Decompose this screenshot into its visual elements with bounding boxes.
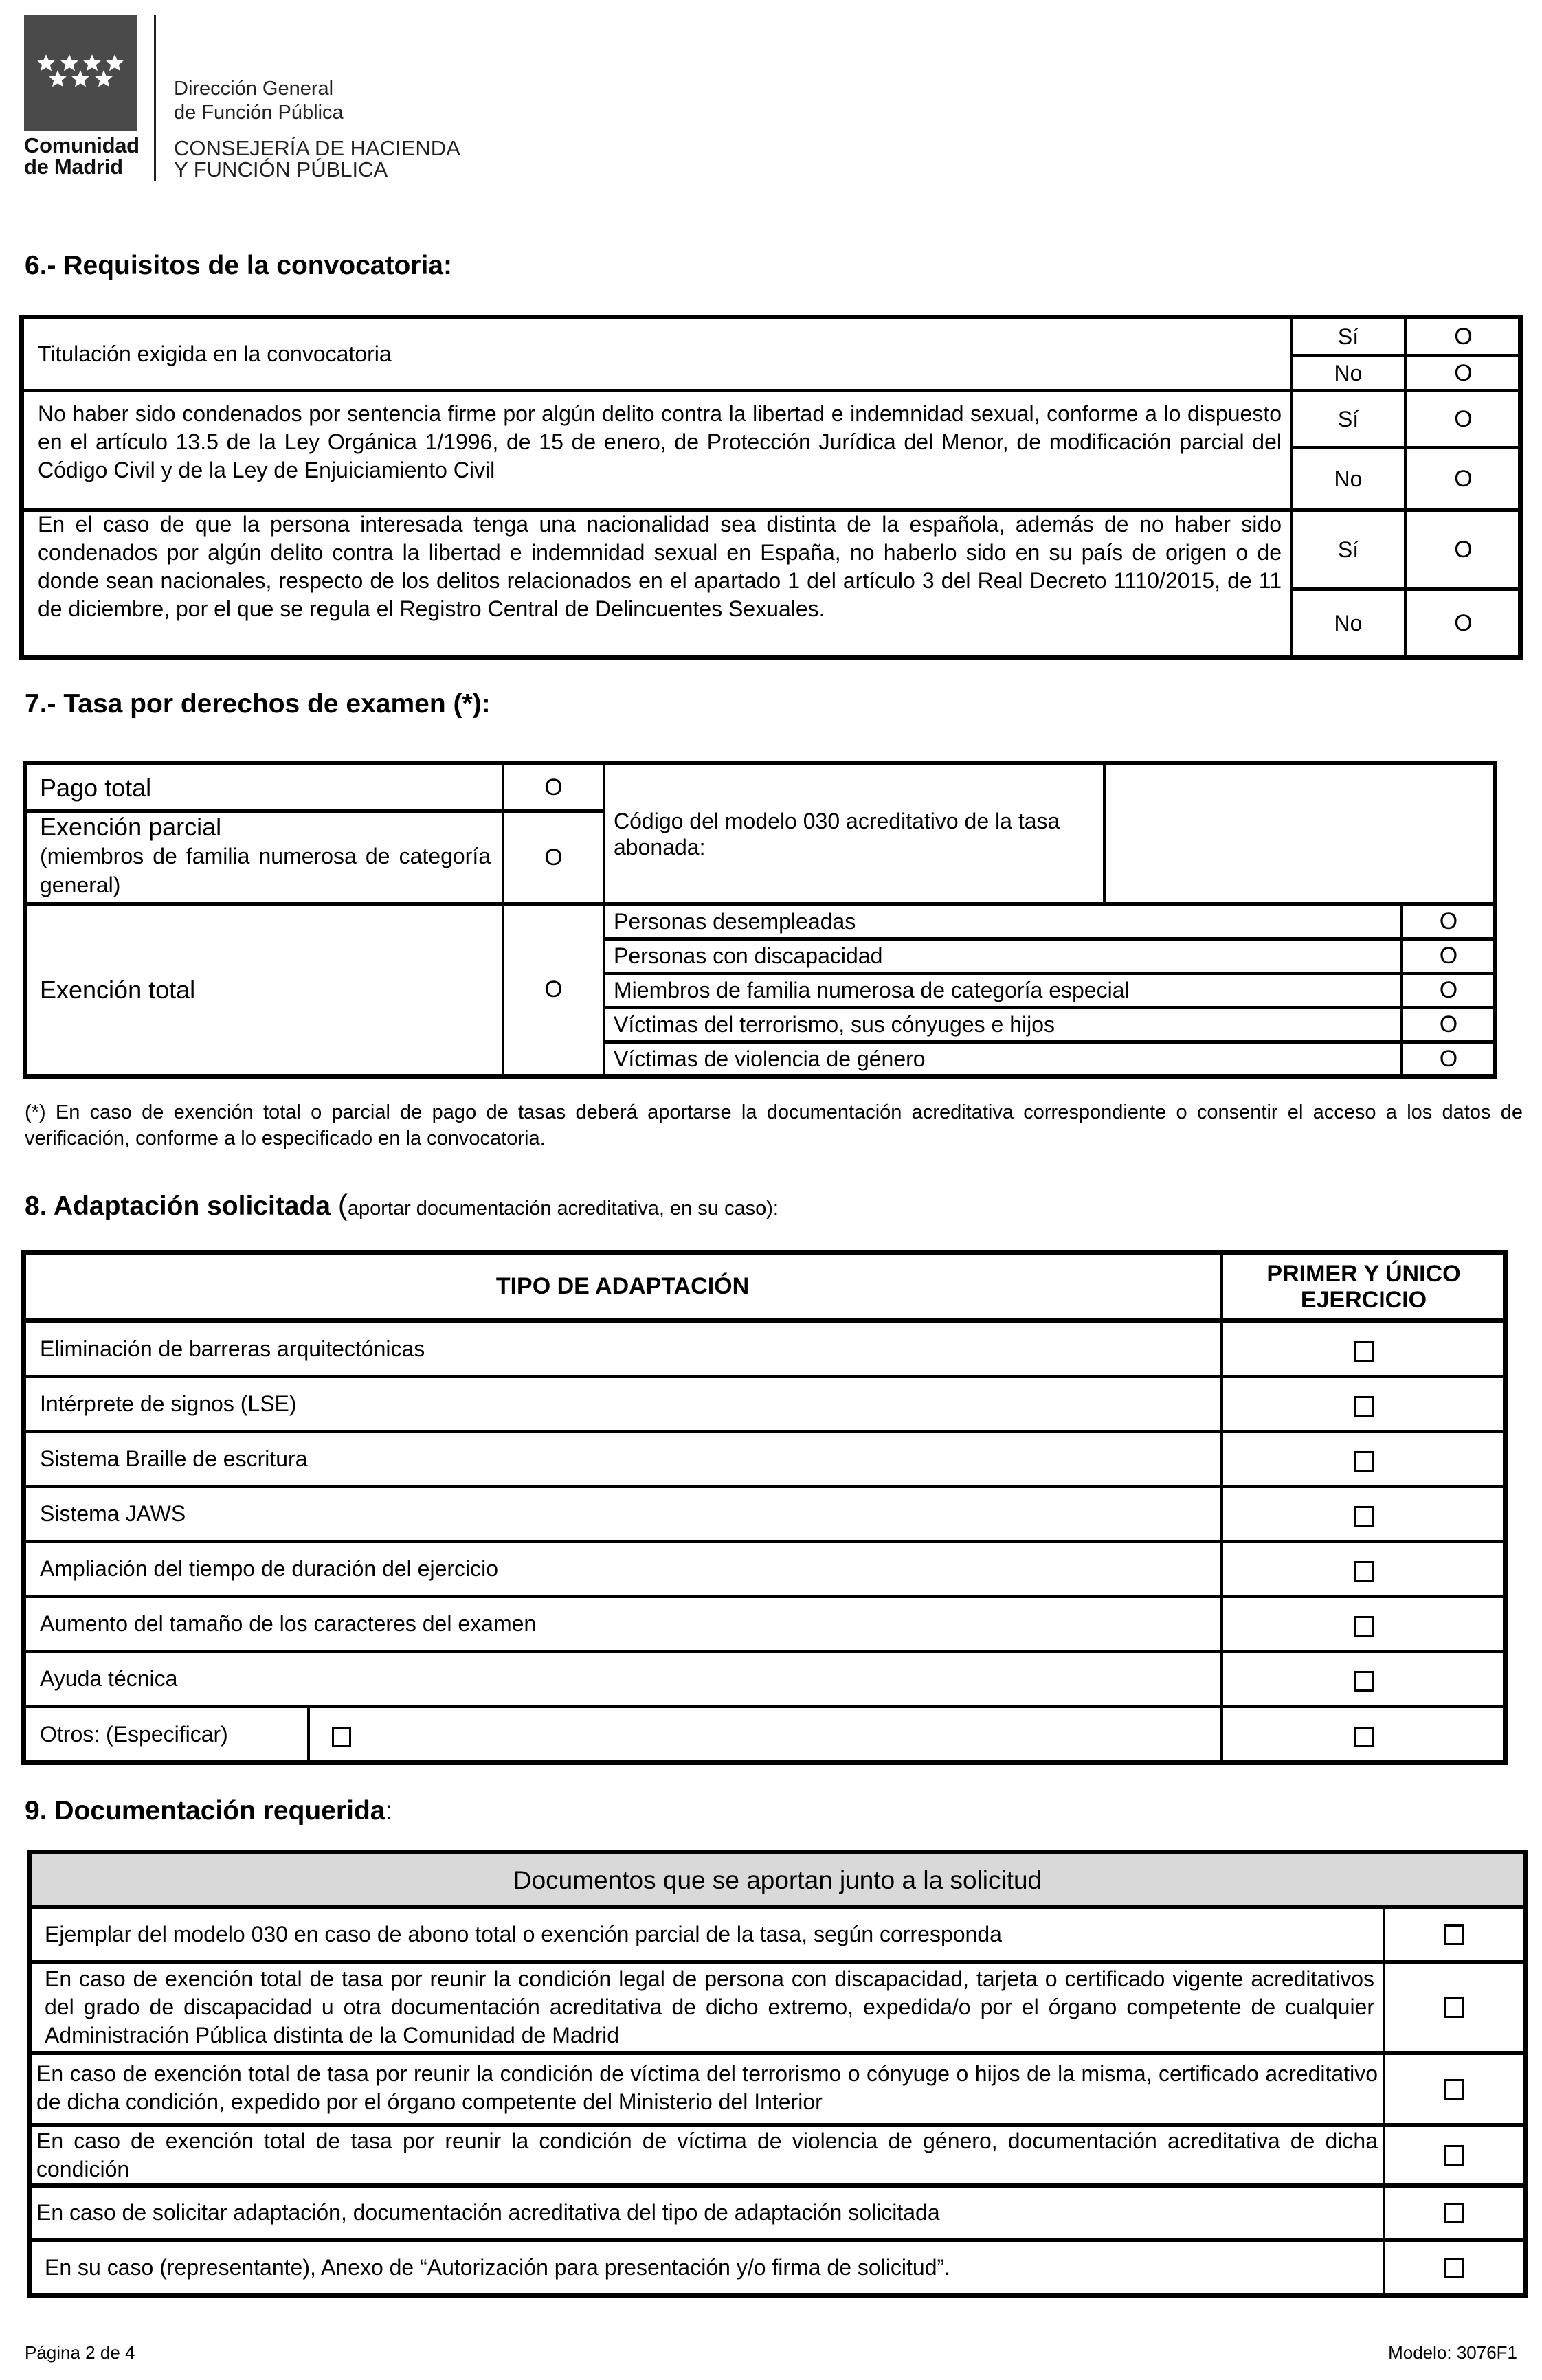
checkbox-icon[interactable]	[1444, 2203, 1464, 2223]
checkbox-icon[interactable]	[1444, 2258, 1464, 2278]
document-checkbox[interactable]	[1385, 2188, 1523, 2238]
document-checkbox[interactable]	[1385, 2242, 1523, 2293]
document-label	[36, 2127, 1378, 2183]
exencion-parcial-label: Exención parcial	[40, 813, 222, 841]
exencion-item-label: Miembros de familia numerosa de categoría especial	[614, 978, 1130, 1002]
option-label: No	[1334, 360, 1363, 385]
exencion-item-label: Personas con discapacidad	[614, 943, 883, 968]
ministry-name	[174, 137, 460, 180]
section8-title-note: aportar documentación acreditativa, en su caso):	[347, 1198, 779, 1220]
document-text: En caso de exención total de tasa por reunir la condición legal de persona con discapacidad, tarjeta o certificado vigente acreditativos del grado de discapacidad u otra documentación acreditativa de dicho extremo, expedida/o por el órgano competente de cualquier Administración Pública distinta de la Comunidad de Madrid	[45, 1966, 1374, 2047]
document-label	[36, 2060, 1378, 2123]
adaptation-label: Sistema Braille de escritura	[40, 1446, 308, 1471]
adaptation-checkbox[interactable]	[1223, 1658, 1504, 1705]
adaptation-label: Eliminación de barreras arquitectónicas	[40, 1336, 425, 1361]
adaptation-checkbox[interactable]	[1223, 1328, 1504, 1375]
radio-option-si[interactable]: O	[1454, 536, 1473, 563]
codigo-label: Código del modelo 030 acreditativo de la tasa abonada:	[614, 808, 1060, 860]
logo-name	[24, 135, 144, 177]
exencion-total-label: Exención total	[40, 976, 196, 1004]
codigo-input[interactable]	[1106, 765, 1494, 902]
document-checkbox[interactable]	[1385, 1909, 1523, 1960]
adaptation-label: Intérprete de signos (LSE)	[40, 1391, 297, 1416]
adaptation-label: Ayuda técnica	[40, 1666, 178, 1691]
radio-option-no[interactable]: O	[1454, 609, 1473, 636]
checkbox-icon[interactable]	[1354, 1341, 1374, 1362]
section9-title	[25, 1796, 392, 1826]
column-header-ejercicio: PRIMER Y ÚNICO EJERCICIO	[1266, 1260, 1461, 1313]
section8-title	[25, 1189, 779, 1222]
adaptation-label: Aumento del tamaño de los caracteres del examen	[40, 1611, 537, 1636]
adaptation-checkbox[interactable]	[1223, 1493, 1504, 1540]
otros-specify-field[interactable]	[310, 1713, 1217, 1760]
divider	[32, 1960, 1523, 1964]
adaptation-checkbox[interactable]	[1223, 1713, 1504, 1760]
adaptation-label: Sistema JAWS	[40, 1501, 186, 1526]
radio-exencion-item[interactable]: O	[1439, 977, 1458, 1003]
codigo-label-cell	[614, 765, 1098, 902]
radio-exencion-parcial[interactable]: O	[544, 844, 563, 871]
option-label: No	[1334, 466, 1363, 491]
logo-divider	[154, 15, 156, 181]
section6-title: 6.- Requisitos de la convocatoria:	[25, 251, 452, 280]
radio-option-no[interactable]: O	[1454, 359, 1473, 386]
document-label: En su caso (representante), Anexo de “Autorización para presentación y/o firma de solicitud”.	[45, 2255, 951, 2280]
section9-title-main: 9. Documentación requerida	[25, 1796, 386, 1826]
section7-title: 7.- Tasa por derechos de examen (*):	[25, 689, 491, 719]
requirement-text: No haber sido condenados por sentencia firme por algún delito contra la libertad e indemnidad sexual, conforme a lo dispuesto en el artículo 13.5 de la Ley Orgánica 1/1996, de 15 de enero, de Protección Jurídica del Menor, de modificación parcial del Código Civil y de la Ley de Enjuiciamiento Civil	[38, 401, 1282, 482]
section8-title-main: 8. Adaptación solicitada	[25, 1191, 331, 1221]
exencion-item-label: Víctimas del terrorismo, sus cónyuges e hijos	[614, 1012, 1055, 1037]
checkbox-icon[interactable]	[1354, 1671, 1374, 1692]
model-code: Modelo: 3076F1	[1388, 2342, 1517, 2363]
star-icon	[94, 69, 113, 89]
option-label: Sí	[1337, 324, 1359, 349]
fee-footnote: (*) En caso de exención total o parcial de pago de tasas deberá aportarse la documentación acreditativa correspondiente o consentir el acceso a los datos de verificación, conforme a lo especificado en la convocatoria.	[25, 1101, 1523, 1149]
requirement-row	[38, 319, 1282, 389]
requirement-row	[38, 510, 1282, 655]
divider	[32, 2051, 1523, 2055]
document-checkbox[interactable]	[1385, 2127, 1523, 2183]
section8-title-paren: (	[337, 1189, 348, 1221]
checkbox-icon[interactable]	[1354, 1616, 1374, 1637]
document-label	[45, 1965, 1374, 2051]
requirement-text: En el caso de que la persona interesada tenga una nacionalidad sea distinta de la española, además de no haber sido condenados por algún delito contra la libertad e indemnidad sexual en España, no haberlo sido en su país de origen o de donde sean nacionales, respecto de los delitos relacionados en el apartado 1 del artículo 3 del Real Decreto 1110/2015, de 11 de diciembre, por el que se regula el Registro Central de Delincuentes Sexuales.	[38, 512, 1282, 621]
adaptation-checkbox[interactable]	[1223, 1438, 1504, 1485]
option-label: No	[1334, 610, 1363, 636]
radio-exencion-item[interactable]: O	[1439, 1011, 1458, 1037]
radio-option-no[interactable]: O	[1454, 465, 1473, 492]
adaptation-checkbox[interactable]	[1223, 1548, 1504, 1595]
adaptation-checkbox[interactable]	[1223, 1603, 1504, 1650]
radio-exencion-item[interactable]: O	[1439, 943, 1458, 969]
otros-label: Otros: (Especificar)	[40, 1721, 228, 1747]
exencion-parcial-cell	[40, 813, 491, 902]
divider	[25, 1318, 1504, 1323]
radio-pago-total[interactable]: O	[544, 774, 563, 800]
document-label: En caso de solicitar adaptación, documentación acreditativa del tipo de adaptación solicitada	[36, 2200, 940, 2225]
logo-name-line1: Comunidad	[24, 133, 139, 157]
checkbox-icon[interactable]	[1354, 1396, 1374, 1417]
radio-exencion-item[interactable]: O	[1439, 908, 1458, 934]
document-label: Ejemplar del modelo 030 en caso de abono total o exención parcial de la tasa, según corresponda	[45, 1922, 1002, 1946]
requirement-text: Titulación exigida en la convocatoria	[38, 341, 392, 366]
option-label: Sí	[1337, 537, 1359, 562]
radio-exencion-item[interactable]: O	[1439, 1045, 1458, 1072]
column-header-tipo: TIPO DE ADAPTACIÓN	[495, 1273, 750, 1299]
adaptation-label: Ampliación del tiempo de duración del ejercicio	[40, 1556, 499, 1581]
section9-title-suffix: :	[385, 1796, 393, 1826]
document-text: En caso de exención total de tasa por reunir la condición de víctima de violencia de género, documentación acreditativa de dicha condición	[36, 2129, 1378, 2181]
radio-option-si[interactable]: O	[1454, 405, 1473, 432]
star-icon	[71, 69, 90, 89]
adaptation-checkbox[interactable]	[1223, 1383, 1504, 1430]
checkbox-icon[interactable]	[1444, 2079, 1464, 2100]
page-number: Página 2 de 4	[25, 2342, 135, 2363]
checkbox-icon[interactable]	[1354, 1727, 1374, 1747]
document-checkbox[interactable]	[1385, 1964, 1523, 2051]
requirement-row	[38, 400, 1282, 508]
comunidad-madrid-logo	[24, 15, 137, 131]
department-name	[174, 77, 344, 125]
checkbox-icon[interactable]	[1354, 1451, 1374, 1472]
document-text: En caso de exención total de tasa por reunir la condición de víctima del terrorismo o cónyuge o hijos de la misma, certificado acreditativo de dicha condición, expedido por el órgano competente del Ministerio del Interior	[36, 2061, 1378, 2114]
star-icon	[48, 69, 67, 89]
checkbox-icon[interactable]	[1354, 1561, 1374, 1582]
ministry-line2: Y FUNCIÓN PÚBLICA	[174, 157, 388, 181]
checkbox-icon[interactable]	[1444, 2145, 1464, 2166]
pago-total-label: Pago total	[40, 773, 152, 802]
department-line1: Dirección General	[174, 78, 334, 100]
checkbox-icon[interactable]	[1444, 1924, 1464, 1945]
ministry-line1: CONSEJERÍA DE HACIENDA	[174, 136, 460, 160]
documents-table-header: Documentos que se aportan junto a la solicitud	[513, 1865, 1042, 1894]
document-checkbox[interactable]	[1385, 2055, 1523, 2123]
checkbox-icon[interactable]	[332, 1727, 351, 1747]
checkbox-icon[interactable]	[1444, 1997, 1464, 2018]
radio-exencion-total[interactable]: O	[544, 976, 563, 1002]
exencion-parcial-detail: (miembros de familia numerosa de categoría general)	[40, 844, 491, 897]
logo-name-line2: de Madrid	[24, 155, 123, 179]
checkbox-icon[interactable]	[1354, 1506, 1374, 1527]
exencion-item-label: Víctimas de violencia de género	[614, 1046, 926, 1071]
department-line2: de Función Pública	[174, 102, 344, 124]
option-label: Sí	[1337, 406, 1359, 431]
radio-option-si[interactable]: O	[1454, 323, 1473, 350]
exencion-item-label: Personas desempleadas	[614, 908, 856, 934]
